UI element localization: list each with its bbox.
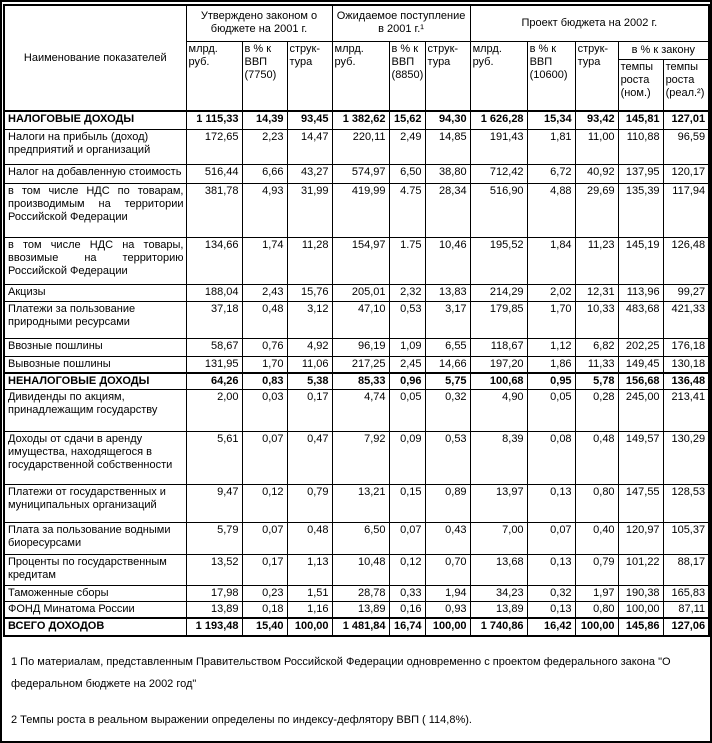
- value-cell: 0,03: [242, 390, 287, 432]
- header-bln-rub-2001-law: млрд. руб.: [186, 41, 242, 111]
- row-label: НАЛОГОВЫЕ ДОХОДЫ: [4, 111, 186, 129]
- value-cell: 0,13: [527, 602, 575, 619]
- row-label: Налоги на прибыль (доход) предприятий и организаций: [4, 129, 186, 164]
- value-cell: 712,42: [470, 164, 527, 183]
- footnote-2: 2 Темпы роста в реальном выражении определены по индексу-дефлятору ВВП ( 114,8%).: [11, 714, 472, 726]
- value-cell: 0,05: [389, 390, 425, 432]
- value-cell: 0,48: [575, 432, 618, 485]
- row-label: Проценты по государственным кредитам: [4, 555, 186, 586]
- row-label: Плата за пользование водными биоресурсами: [4, 523, 186, 555]
- table-row: [4, 373, 709, 390]
- value-cell: 205,01: [332, 284, 389, 301]
- value-cell: 195,52: [470, 237, 527, 284]
- value-cell: 0,33: [389, 586, 425, 602]
- value-cell: 149,57: [618, 432, 663, 485]
- value-cell: 0,83: [242, 373, 287, 390]
- table-row: [4, 338, 709, 356]
- row-label: Доходы от сдачи в аренду имущества, находящегося в государственной собственности: [4, 432, 186, 485]
- value-cell: 10,33: [575, 301, 618, 338]
- value-cell: 130,18: [663, 356, 709, 373]
- header-bln-rub-2001-expected: млрд. руб.: [332, 41, 389, 111]
- value-cell: 128,53: [663, 485, 709, 523]
- table-row: [4, 586, 709, 602]
- value-cell: 105,37: [663, 523, 709, 555]
- value-cell: 0,15: [389, 485, 425, 523]
- value-cell: 134,66: [186, 237, 242, 284]
- value-cell: 179,85: [470, 301, 527, 338]
- header-group-2001-law: Утверждено законом о бюджете на 2001 г.: [186, 5, 332, 41]
- row-label: в том числе НДС на товары, ввозимые на территорию Российской Федерации: [4, 237, 186, 284]
- value-cell: 4,88: [527, 183, 575, 237]
- value-cell: 0,07: [242, 432, 287, 485]
- value-cell: 13,52: [186, 555, 242, 586]
- value-cell: 145,81: [618, 111, 663, 129]
- footnote-1: 1 По материалам, представленным Правительством Российской Федерации одновременно с проектом федерального закона "О федеральном бюджете на 2002 год": [11, 656, 671, 690]
- value-cell: 3,12: [287, 301, 332, 338]
- value-cell: 5,75: [425, 373, 470, 390]
- value-cell: 2,43: [242, 284, 287, 301]
- value-cell: 117,94: [663, 183, 709, 237]
- value-cell: 120,17: [663, 164, 709, 183]
- value-cell: 147,55: [618, 485, 663, 523]
- value-cell: 1,16: [287, 602, 332, 619]
- value-cell: 14,85: [425, 129, 470, 164]
- value-cell: 13,89: [186, 602, 242, 619]
- table-row: [4, 284, 709, 301]
- value-cell: 13,97: [470, 485, 527, 523]
- value-cell: 28,34: [425, 183, 470, 237]
- value-cell: 2,02: [527, 284, 575, 301]
- value-cell: 1,84: [527, 237, 575, 284]
- value-cell: 4.75: [389, 183, 425, 237]
- value-cell: 9,47: [186, 485, 242, 523]
- value-cell: 421,33: [663, 301, 709, 338]
- value-cell: 217,25: [332, 356, 389, 373]
- value-cell: 197,20: [470, 356, 527, 373]
- value-cell: 6,50: [389, 164, 425, 183]
- row-label: Акцизы: [4, 284, 186, 301]
- header-group-2002-draft: Проект бюджета на 2002 г.: [470, 5, 709, 41]
- value-cell: 135,39: [618, 183, 663, 237]
- row-label: Платежи от государственных и муниципальных организаций: [4, 485, 186, 523]
- value-cell: 213,41: [663, 390, 709, 432]
- value-cell: 13,89: [470, 602, 527, 619]
- value-cell: 99,27: [663, 284, 709, 301]
- value-cell: 2,45: [389, 356, 425, 373]
- value-cell: 1,97: [575, 586, 618, 602]
- value-cell: 13,89: [332, 602, 389, 619]
- value-cell: 0,93: [425, 602, 470, 619]
- header-growth-real: темпы роста (реал.²): [663, 59, 709, 111]
- value-cell: 0,28: [575, 390, 618, 432]
- value-cell: 38,80: [425, 164, 470, 183]
- table-row: [4, 555, 709, 586]
- value-cell: 0,13: [527, 555, 575, 586]
- table-row: [4, 618, 709, 636]
- value-cell: 214,29: [470, 284, 527, 301]
- table-row: [4, 523, 709, 555]
- row-label: ВСЕГО ДОХОДОВ: [4, 618, 186, 636]
- value-cell: 0,48: [287, 523, 332, 555]
- value-cell: 6,55: [425, 338, 470, 356]
- table-body: [4, 111, 709, 636]
- value-cell: 11,00: [575, 129, 618, 164]
- value-cell: 381,78: [186, 183, 242, 237]
- value-cell: 7,92: [332, 432, 389, 485]
- value-cell: 6,72: [527, 164, 575, 183]
- value-cell: 165,83: [663, 586, 709, 602]
- value-cell: 0,13: [527, 485, 575, 523]
- value-cell: 145,19: [618, 237, 663, 284]
- value-cell: 126,48: [663, 237, 709, 284]
- value-cell: 17,98: [186, 586, 242, 602]
- value-cell: 0,05: [527, 390, 575, 432]
- value-cell: 4,93: [242, 183, 287, 237]
- value-cell: 3,17: [425, 301, 470, 338]
- value-cell: 2,00: [186, 390, 242, 432]
- value-cell: 31,99: [287, 183, 332, 237]
- table-row: [4, 183, 709, 237]
- value-cell: 202,25: [618, 338, 663, 356]
- value-cell: 0,32: [527, 586, 575, 602]
- value-cell: 93,45: [287, 111, 332, 129]
- value-cell: 100,68: [470, 373, 527, 390]
- value-cell: 188,04: [186, 284, 242, 301]
- value-cell: 94,30: [425, 111, 470, 129]
- header-pct-gdp-7750: в % к ВВП (7750): [242, 41, 287, 111]
- value-cell: 136,48: [663, 373, 709, 390]
- value-cell: 127,06: [663, 618, 709, 636]
- value-cell: 16,42: [527, 618, 575, 636]
- value-cell: 1.75: [389, 237, 425, 284]
- value-cell: 0,08: [527, 432, 575, 485]
- row-label: в том числе НДС по товарам, производимым на территории Российской Федерации: [4, 183, 186, 237]
- header-structure-2002: струк-тура: [575, 41, 618, 111]
- value-cell: 191,43: [470, 129, 527, 164]
- header-indicator-name: Наименование показателей: [4, 5, 186, 111]
- value-cell: 131,95: [186, 356, 242, 373]
- row-label: Таможенные сборы: [4, 586, 186, 602]
- value-cell: 0,96: [389, 373, 425, 390]
- header-structure-2001-law: струк-тура: [287, 41, 332, 111]
- value-cell: 64,26: [186, 373, 242, 390]
- value-cell: 0,80: [575, 485, 618, 523]
- value-cell: 1,09: [389, 338, 425, 356]
- value-cell: 0,43: [425, 523, 470, 555]
- value-cell: 15,62: [389, 111, 425, 129]
- value-cell: 0,12: [242, 485, 287, 523]
- value-cell: 1 626,28: [470, 111, 527, 129]
- table-row: [4, 301, 709, 338]
- value-cell: 1,51: [287, 586, 332, 602]
- value-cell: 37,18: [186, 301, 242, 338]
- table-row: [4, 237, 709, 284]
- value-cell: 0,76: [242, 338, 287, 356]
- value-cell: 0,47: [287, 432, 332, 485]
- row-label: НЕНАЛОГОВЫЕ ДОХОДЫ: [4, 373, 186, 390]
- value-cell: 419,99: [332, 183, 389, 237]
- footnotes: [3, 637, 709, 731]
- value-cell: 0,79: [575, 555, 618, 586]
- header-pct-gdp-8850: в % к ВВП (8850): [389, 41, 425, 111]
- value-cell: 0,07: [242, 523, 287, 555]
- table-row: [4, 129, 709, 164]
- value-cell: 1 193,48: [186, 618, 242, 636]
- value-cell: 15,34: [527, 111, 575, 129]
- value-cell: 118,67: [470, 338, 527, 356]
- value-cell: 1 382,62: [332, 111, 389, 129]
- value-cell: 130,29: [663, 432, 709, 485]
- header-pct-gdp-10600: в % к ВВП (10600): [527, 41, 575, 111]
- value-cell: 100,00: [618, 602, 663, 619]
- value-cell: 137,95: [618, 164, 663, 183]
- value-cell: 1,94: [425, 586, 470, 602]
- budget-table: [3, 4, 710, 637]
- value-cell: 34,23: [470, 586, 527, 602]
- value-cell: 1 115,33: [186, 111, 242, 129]
- value-cell: 0,23: [242, 586, 287, 602]
- value-cell: 11,28: [287, 237, 332, 284]
- value-cell: 0,16: [389, 602, 425, 619]
- value-cell: 1,12: [527, 338, 575, 356]
- value-cell: 100,00: [575, 618, 618, 636]
- value-cell: 110,88: [618, 129, 663, 164]
- table-header: [4, 5, 709, 111]
- value-cell: 1 740,86: [470, 618, 527, 636]
- value-cell: 10,46: [425, 237, 470, 284]
- value-cell: 100,00: [287, 618, 332, 636]
- value-cell: 0,48: [242, 301, 287, 338]
- value-cell: 516,44: [186, 164, 242, 183]
- value-cell: 1,70: [527, 301, 575, 338]
- value-cell: 93,42: [575, 111, 618, 129]
- value-cell: 29,69: [575, 183, 618, 237]
- value-cell: 5,78: [575, 373, 618, 390]
- value-cell: 0,07: [527, 523, 575, 555]
- table-row: [4, 111, 709, 129]
- value-cell: 16,74: [389, 618, 425, 636]
- row-label: Вывозные пошлины: [4, 356, 186, 373]
- value-cell: 220,11: [332, 129, 389, 164]
- row-label: Налог на добавленную стоимость: [4, 164, 186, 183]
- table-row: [4, 432, 709, 485]
- value-cell: 13,21: [332, 485, 389, 523]
- value-cell: 245,00: [618, 390, 663, 432]
- value-cell: 0,17: [242, 555, 287, 586]
- value-cell: 6,50: [332, 523, 389, 555]
- value-cell: 154,97: [332, 237, 389, 284]
- value-cell: 516,90: [470, 183, 527, 237]
- value-cell: 1,81: [527, 129, 575, 164]
- value-cell: 0,79: [287, 485, 332, 523]
- value-cell: 2,32: [389, 284, 425, 301]
- value-cell: 1,13: [287, 555, 332, 586]
- table-row: [4, 602, 709, 619]
- value-cell: 11,06: [287, 356, 332, 373]
- value-cell: 28,78: [332, 586, 389, 602]
- value-cell: 5,38: [287, 373, 332, 390]
- value-cell: 43,27: [287, 164, 332, 183]
- value-cell: 2,49: [389, 129, 425, 164]
- table-row: [4, 485, 709, 523]
- table-row: [4, 390, 709, 432]
- value-cell: 4,90: [470, 390, 527, 432]
- value-cell: 0,53: [389, 301, 425, 338]
- value-cell: 120,97: [618, 523, 663, 555]
- value-cell: 101,22: [618, 555, 663, 586]
- value-cell: 11,23: [575, 237, 618, 284]
- value-cell: 2,23: [242, 129, 287, 164]
- value-cell: 127,01: [663, 111, 709, 129]
- value-cell: 0,80: [575, 602, 618, 619]
- value-cell: 0,17: [287, 390, 332, 432]
- row-label: Платежи за пользование природными ресурсами: [4, 301, 186, 338]
- value-cell: 14,66: [425, 356, 470, 373]
- value-cell: 176,18: [663, 338, 709, 356]
- value-cell: 0,95: [527, 373, 575, 390]
- value-cell: 156,68: [618, 373, 663, 390]
- value-cell: 190,38: [618, 586, 663, 602]
- row-label: ФОНД Минатома России: [4, 602, 186, 619]
- header-growth-nominal: темпы роста (ном.): [618, 59, 663, 111]
- value-cell: 0,07: [389, 523, 425, 555]
- value-cell: 11,33: [575, 356, 618, 373]
- value-cell: 0,89: [425, 485, 470, 523]
- value-cell: 6,82: [575, 338, 618, 356]
- value-cell: 88,17: [663, 555, 709, 586]
- value-cell: 15,76: [287, 284, 332, 301]
- value-cell: 0,09: [389, 432, 425, 485]
- value-cell: 96,59: [663, 129, 709, 164]
- value-cell: 14,39: [242, 111, 287, 129]
- table-row: [4, 356, 709, 373]
- value-cell: 574,97: [332, 164, 389, 183]
- value-cell: 0,40: [575, 523, 618, 555]
- row-label: Дивиденды по акциям, принадлежащим государству: [4, 390, 186, 432]
- header-structure-2001-expected: струк-тура: [425, 41, 470, 111]
- value-cell: 4,74: [332, 390, 389, 432]
- value-cell: 113,96: [618, 284, 663, 301]
- value-cell: 14,47: [287, 129, 332, 164]
- value-cell: 87,11: [663, 602, 709, 619]
- value-cell: 0,53: [425, 432, 470, 485]
- value-cell: 85,33: [332, 373, 389, 390]
- value-cell: 1 481,84: [332, 618, 389, 636]
- value-cell: 172,65: [186, 129, 242, 164]
- header-pct-to-law: в % к закону: [618, 41, 709, 59]
- row-label: Ввозные пошлины: [4, 338, 186, 356]
- table-row: [4, 164, 709, 183]
- value-cell: 149,45: [618, 356, 663, 373]
- value-cell: 0,18: [242, 602, 287, 619]
- value-cell: 12,31: [575, 284, 618, 301]
- value-cell: 1,74: [242, 237, 287, 284]
- value-cell: 10,48: [332, 555, 389, 586]
- value-cell: 145,86: [618, 618, 663, 636]
- header-group-2001-expected: Ожидаемое поступление в 2001 г.¹: [332, 5, 470, 41]
- value-cell: 5,61: [186, 432, 242, 485]
- header-bln-rub-2002: млрд. руб.: [470, 41, 527, 111]
- value-cell: 1,86: [527, 356, 575, 373]
- value-cell: 1,70: [242, 356, 287, 373]
- value-cell: 100,00: [425, 618, 470, 636]
- value-cell: 15,40: [242, 618, 287, 636]
- value-cell: 13,83: [425, 284, 470, 301]
- value-cell: 58,67: [186, 338, 242, 356]
- value-cell: 6,66: [242, 164, 287, 183]
- value-cell: 40,92: [575, 164, 618, 183]
- value-cell: 8,39: [470, 432, 527, 485]
- value-cell: 0,12: [389, 555, 425, 586]
- value-cell: 0,32: [425, 390, 470, 432]
- value-cell: 13,68: [470, 555, 527, 586]
- value-cell: 47,10: [332, 301, 389, 338]
- value-cell: 96,19: [332, 338, 389, 356]
- value-cell: 0,70: [425, 555, 470, 586]
- value-cell: 5,79: [186, 523, 242, 555]
- value-cell: 483,68: [618, 301, 663, 338]
- value-cell: 7,00: [470, 523, 527, 555]
- value-cell: 4,92: [287, 338, 332, 356]
